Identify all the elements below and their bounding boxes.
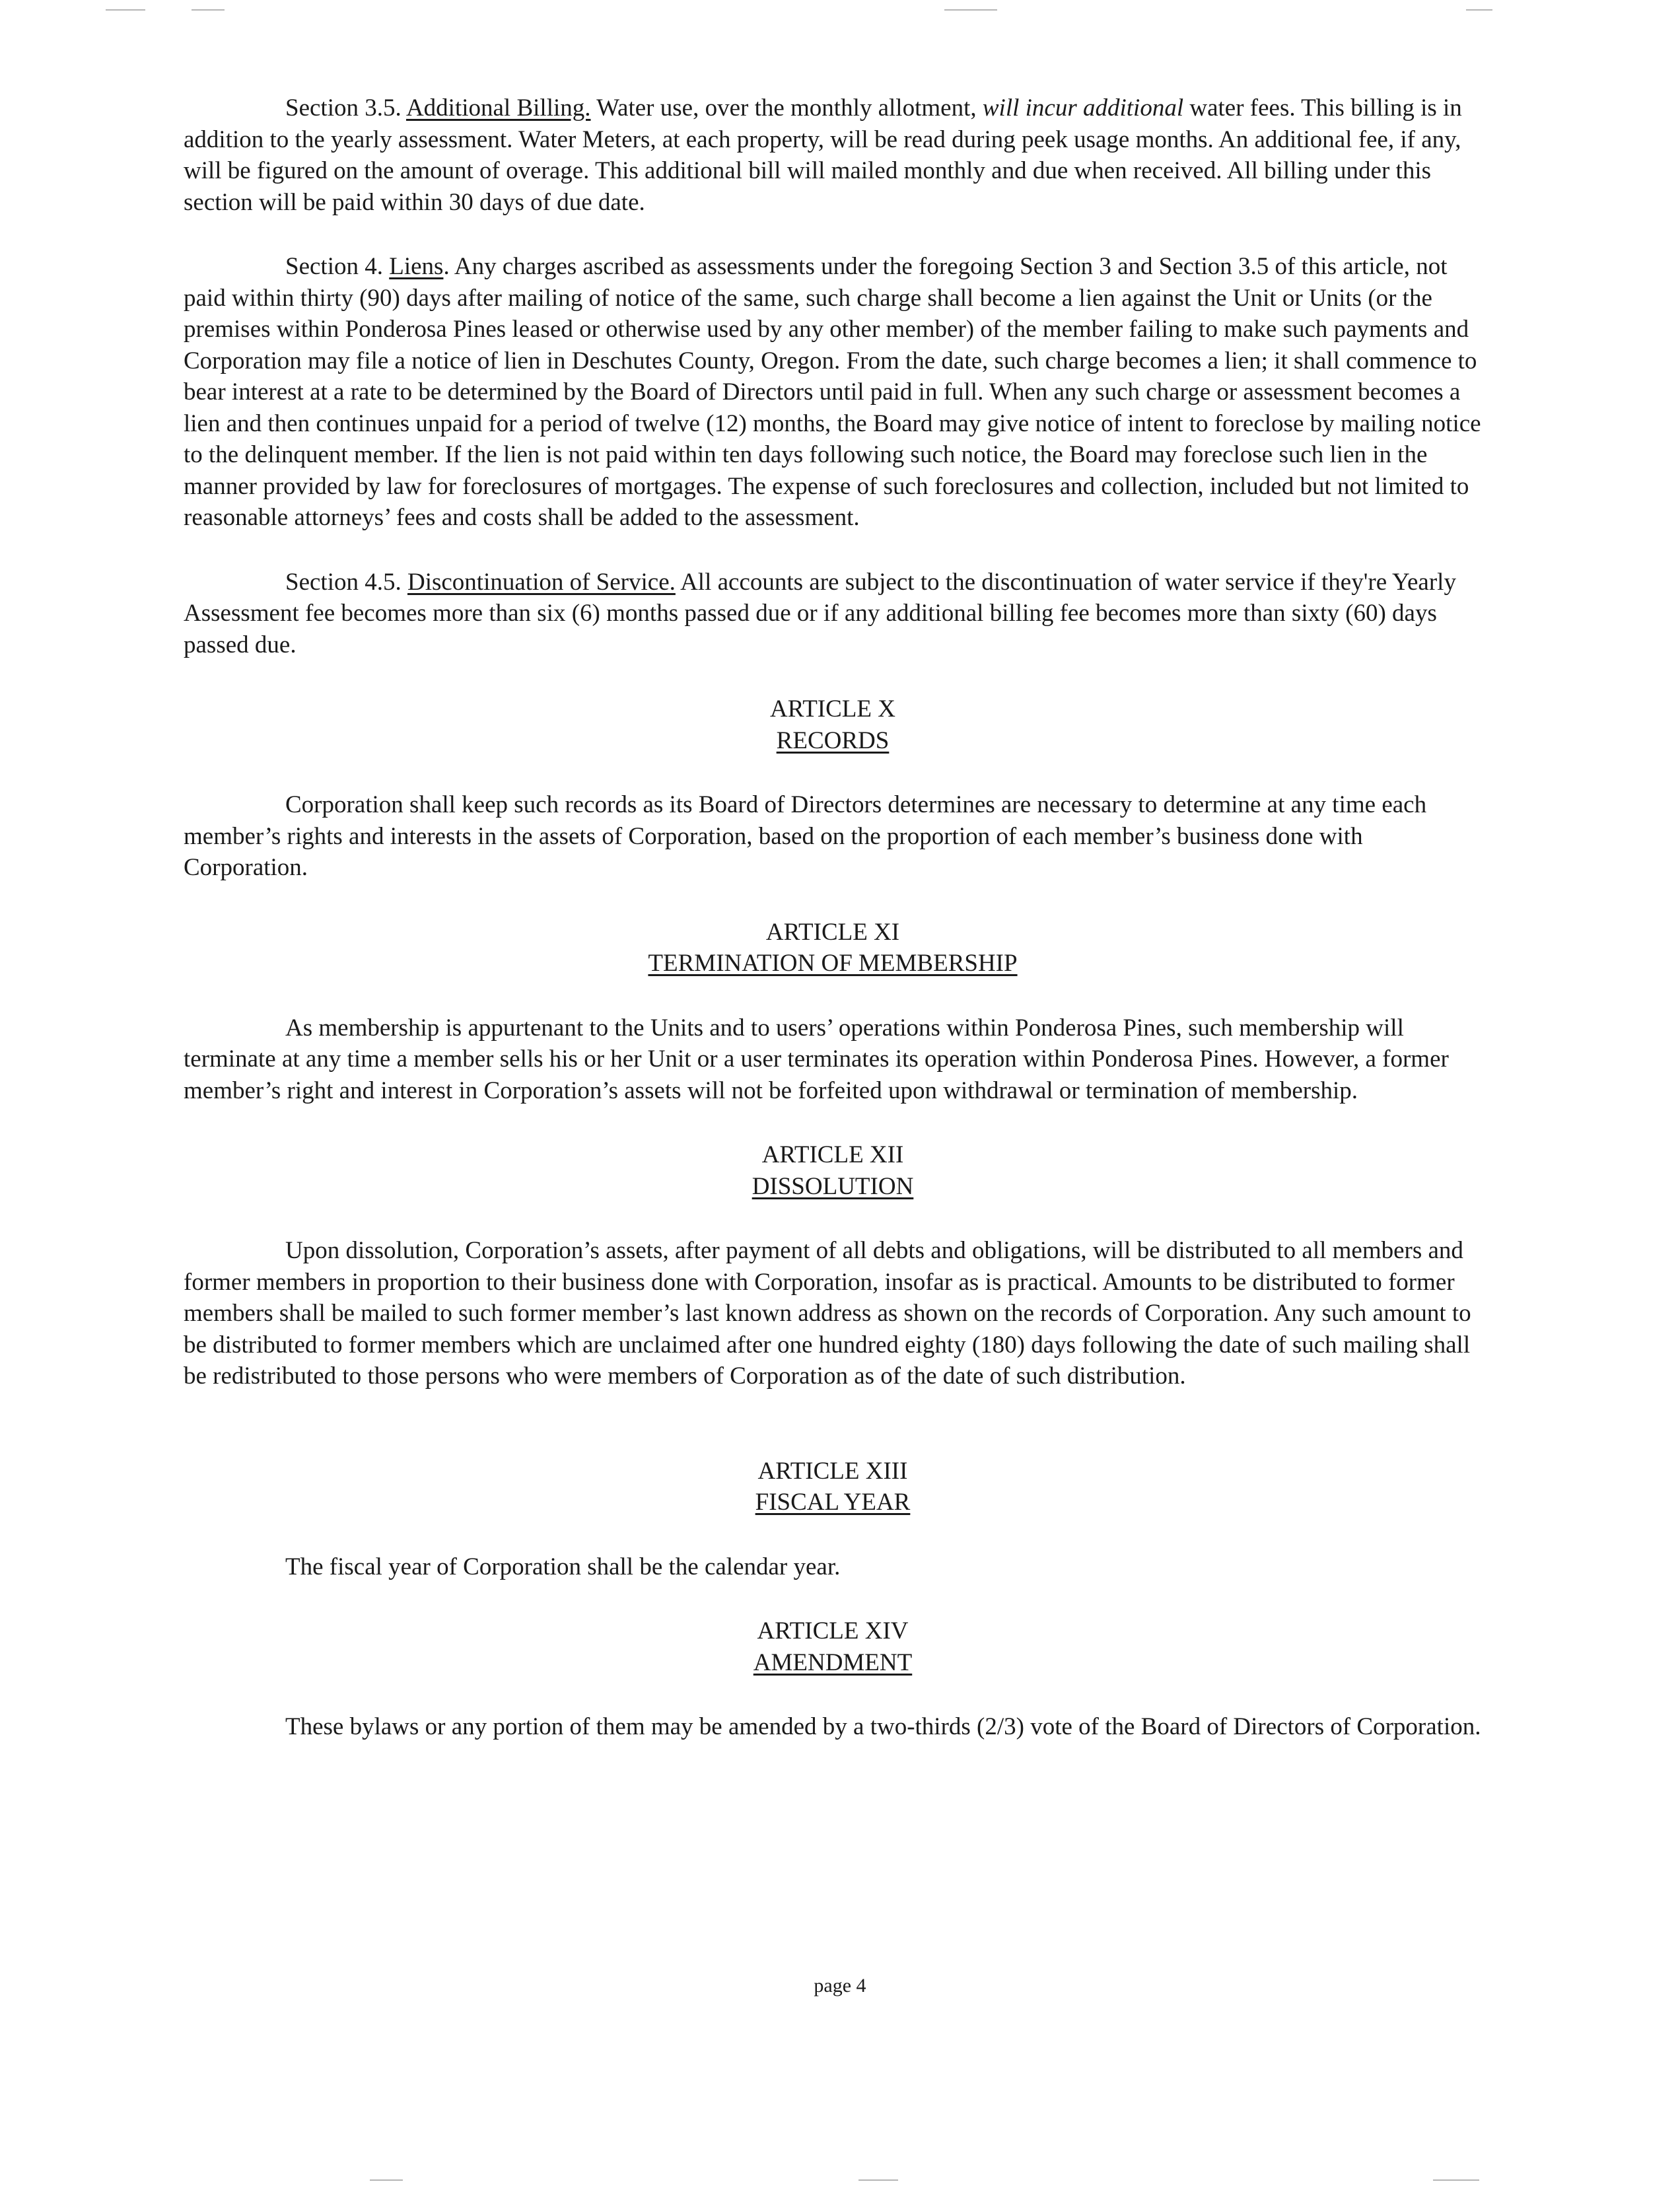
document-page [184,92,1482,1743]
article-xiv-title: AMENDMENT [753,1648,913,1676]
section-3-5-number: Section 3.5. [285,94,406,122]
article-xii-number: ARTICLE XII [761,1141,904,1168]
section-4-5 [184,567,1482,661]
article-x-heading [184,693,1482,756]
article-x-number: ARTICLE X [770,695,895,723]
article-xiv-number: ARTICLE XIV [757,1617,909,1644]
section-4-5-text: All accounts are subject to the discontinuation of water service if they're Yearly Assessment fee becomes more than six (6) months passed due or if any additional billing fee becomes more than sixty (60) days passed due. [184,568,1456,658]
article-x-title: RECORDS [776,726,890,754]
section-4-title: Liens [389,253,444,280]
article-xiii-body: The fiscal year of Corporation shall be the calendar year. [285,1553,841,1580]
article-xii-heading [184,1139,1482,1202]
article-xi-heading [184,917,1482,979]
section-3-5-text-a: Water use, over the monthly allotment, [590,94,983,122]
section-3-5-text-b: water fees. This billing is in addition to the yearly assessment. Water Meters, at each property, will be read during peek usage months. An additional fee, if any, will be figured on the amount of overage. This additional bill will mailed monthly and due when received. All billing under this section will be paid within 30 days of due date. [184,94,1462,216]
article-xiii-title: FISCAL YEAR [755,1489,911,1516]
section-4-5-title: Discontinuation of Service. [407,568,676,596]
article-xiv-heading [184,1615,1482,1678]
article-xiii-heading [184,1456,1482,1518]
section-3-5 [184,92,1482,218]
section-4-number: Section 4. [285,253,390,280]
section-4 [184,251,1482,534]
article-xii-title: DISSOLUTION [752,1172,914,1200]
article-xi-title: TERMINATION OF MEMBERSHIP [648,950,1018,977]
section-4-5-number: Section 4.5. [285,568,407,596]
section-3-5-text-italic: will incur additional [982,94,1184,122]
article-xi-body: As membership is appurtenant to the Units and to users’ operations within Ponderosa Pines, such membership will terminate at any time a member sells his or her Unit or a user terminates its operation within Ponderosa Pines. However, a former member’s right and interest in Corporation’s assets will not be forfeited upon withdrawal or termination of membership. [184,1014,1449,1104]
page-number: page 4 [814,1975,866,1997]
article-x-body: Corporation shall keep such records as its Board of Directors determines are necessary to determine at any time each member’s rights and interests in the assets of Corporation, based on the proportion of each member’s business done with Corporation. [184,791,1427,881]
article-xii-body: Upon dissolution, Corporation’s assets, after payment of all debts and obligations, will be distributed to all members and former members in proportion to their business done with Corporation, insofar as is practical. Amounts to be distributed to former members shall be mailed to such former member’s last known address as shown on the records of Corporation. Any such amount to be distributed to former members which are unclaimed after one hundred eighty (180) days following the date of such mailing shall be redistributed to those persons who were members of Corporation as of the date of such distribution. [184,1237,1471,1390]
section-3-5-title: Additional Billing. [405,94,591,122]
article-xiii-number: ARTICLE XIII [757,1457,908,1485]
article-xi-number: ARTICLE XI [765,918,900,946]
section-4-text: . Any charges ascribed as assessments under the foregoing Section 3 and Section 3.5 of this article, not paid within thirty (90) days after mailing of notice of the same, such charge shall become a lien against the Unit or Units (or the premises within Ponderosa Pines leased or otherwise used by any other member) of the member failing to make such payments and Corporation may file a notice of lien in Deschutes County, Oregon. From the date, such charge becomes a lien; it shall commence to bear interest at a rate to be determined by the Board of Directors until paid in full. When any such charge or assessment becomes a lien and then continues unpaid for a period of twelve (12) months, the Board may give notice of intent to foreclose by mailing notice to the delinquent member. If the lien is not paid within ten days following such notice, the Board may foreclose such lien in the manner provided by law for foreclosures of mortgages. The expense of such foreclosures and collection, included but not limited to reasonable attorneys’ fees and costs shall be added to the assessment. [184,253,1481,531]
article-xiv-body: These bylaws or any portion of them may be amended by a two-thirds (2/3) vote of the Board of Directors of Corporation. [285,1713,1481,1740]
